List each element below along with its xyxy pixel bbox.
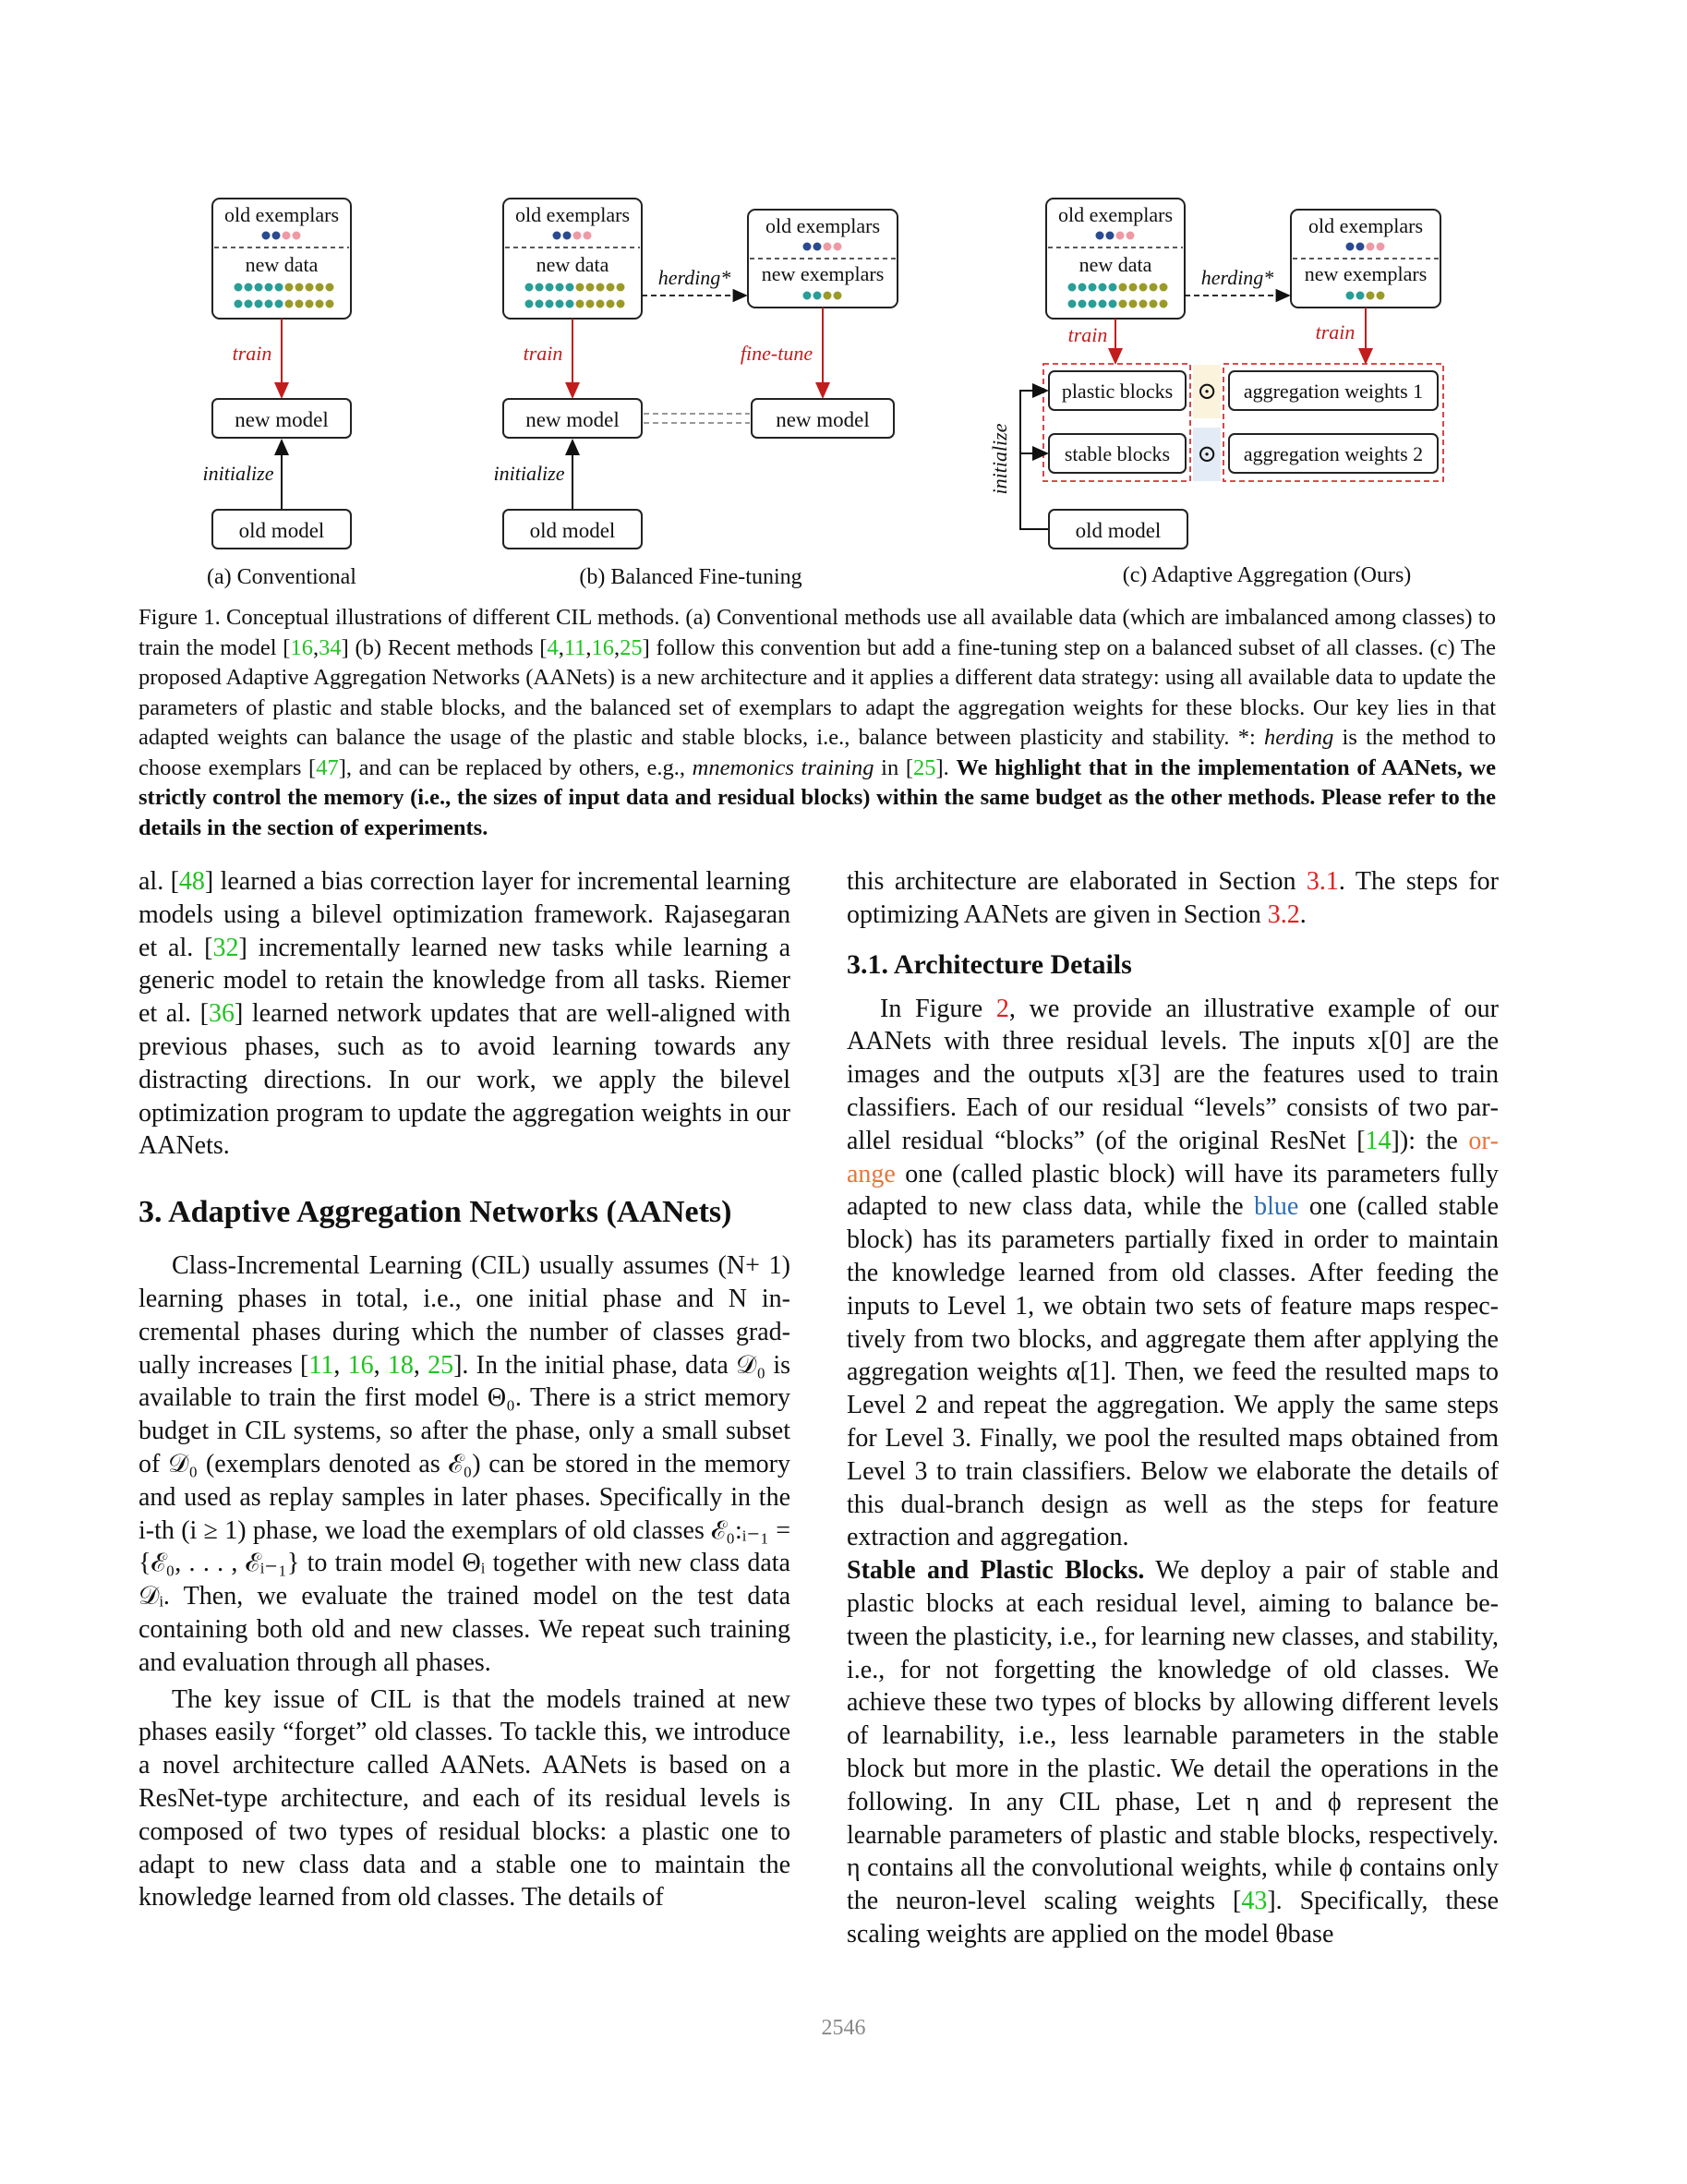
train-label: train (232, 342, 272, 365)
caption-text: ], and can be replaced by others, e.g., (338, 754, 693, 780)
aggregation-weights-1-label: aggregation weights 1 (1243, 380, 1424, 403)
old-model-label: old model (529, 519, 616, 542)
paragraph (847, 1554, 1499, 1951)
text: ] learned network updates that are well-aligned with previous phases, such as to avoid learning towards any distracting directions. In our work, we apply the bilevel optimization program to update the aggregation weights in our AANets. (139, 999, 790, 1161)
panel-a (203, 199, 357, 589)
citation[interactable]: 11 (308, 1350, 334, 1380)
section-heading: 3. Adaptive Aggregation Networks (AANets) (139, 1195, 732, 1230)
panel-c (988, 199, 1443, 587)
citation[interactable]: 11 (563, 634, 586, 660)
citation[interactable]: 36 (208, 999, 235, 1029)
citation[interactable]: 16 (591, 634, 615, 660)
citation[interactable]: 32 (212, 933, 239, 962)
initialize-label: initialize (493, 462, 565, 485)
citation[interactable]: 43 (1241, 1887, 1268, 1916)
right-column (847, 865, 1499, 1951)
citation[interactable]: 48 (178, 867, 205, 896)
text: ]. Specifically, these scaling weights are applied on the model θbase (847, 1887, 1500, 1949)
old-exemplar-dots (553, 232, 592, 240)
citation[interactable]: 4 (547, 634, 559, 660)
initialize-bracket (1020, 391, 1049, 529)
old-exemplars-label: old exemplars (223, 203, 340, 226)
train-label-2: train (1315, 320, 1356, 344)
odot-icon: ⊙ (1197, 378, 1217, 404)
text: Class-Incremental Learning (CIL) usually assumes (N+ 1) learning phases in total, i.e., one initial phase and N incremental phases during which the number of classes gradually increases [ (139, 1251, 790, 1380)
citation[interactable]: 16 (290, 634, 313, 660)
paragraph (847, 865, 1499, 932)
paragraph-title: Stable and Plastic Blocks. (847, 1556, 1145, 1586)
old-exemplars-label: old exemplars (514, 203, 631, 226)
figure-ref[interactable]: 2 (995, 994, 1009, 1023)
initialize-label: initialize (202, 462, 274, 485)
new-data-label: new data (1078, 253, 1152, 276)
text: one (called stable block) has its parameters partially fixed in order to maintain the knowledge learned from old classes. After feeding the inputs to Level 1, we obtain two sets of feature maps respectively from two blocks, and aggregate them after applying the aggregation weights α[1]. Then, we feed the resulted maps to Level 2 and repeat the aggregation. We apply the same steps for Level 3. Finally, we pool the resulted maps obtained from Level 3 to train classifiers. Below we elaborate the details of this dual-branch design as well as the steps for feature extraction and aggregation. (847, 1192, 1500, 1552)
caption-text: is the method to choose exemplars [ (139, 725, 1496, 780)
new-exemplar-dots (803, 292, 842, 300)
citation[interactable]: 25 (620, 634, 643, 660)
old-exemplars-label-2: old exemplars (765, 214, 881, 237)
train-label: train (523, 342, 563, 365)
stable-blocks-label: stable blocks (1064, 442, 1171, 465)
figure-1 (0, 0, 1687, 600)
citation[interactable]: 34 (319, 634, 342, 660)
text: , we provide an illustrative example of our AANets with three residual levels. The inputs x[0] are the images and the outputs x[3] are the features used to train classifiers. Each of our residual “levels” consists of two parallel residual “blocks” (of the original ResNet [ (847, 994, 1499, 1155)
new-exemplars-label: new exemplars (1304, 262, 1428, 285)
new-model-label-2: new model (776, 408, 870, 431)
caption-text: Figure 1. Conceptual illustrations of different CIL methods. (a) Conventional methods use all available data (which are imbalanced among classes) to train the model [ (139, 605, 1496, 660)
old-exemplars-label: old exemplars (1057, 203, 1174, 226)
caption-italic: herding (1264, 725, 1334, 750)
old-exemplar-dots-2 (1346, 243, 1385, 251)
caption-text: ] (b) Recent methods [ (341, 634, 548, 660)
new-model-label: new model (235, 408, 329, 431)
aggregation-weights-2-label: aggregation weights 2 (1243, 442, 1424, 465)
left-column (139, 865, 790, 1914)
new-data-dots (1068, 284, 1168, 308)
orange-word: orange (847, 1126, 1499, 1189)
new-exemplars-label: new exemplars (761, 262, 885, 285)
caption-text: ] follow this convention but add a fine-tuning step on a balanced subset of all classes. (c) The proposed Adaptive Aggregation Networks (AANets) is a new architecture and it applies a different data strategy: using all available data to update the parameters of plastic and stable blocks, and the balanced set of exemplars to adapt the aggregation weights for these blocks. Our key lies in that adapted weights can balance the usage of the plastic and stable blocks, i.e., balance between plasticity and stability. *: (139, 634, 1496, 750)
old-exemplar-dots (262, 232, 301, 240)
herding-label: herding* (1200, 266, 1274, 289)
new-model-label: new model (525, 408, 620, 431)
caption-text: in [ (874, 754, 914, 780)
old-model-label: old model (1075, 519, 1162, 542)
train-label: train (1067, 323, 1108, 346)
caption-italic: mnemonics training (692, 754, 874, 780)
text: ]): the (1391, 1126, 1469, 1155)
citation[interactable]: 16 (347, 1350, 374, 1380)
caption-text: ]. (935, 754, 949, 780)
text: We deploy a pair of stable and plastic blocks at each residual level, aiming to balance between the plasticity, i.e., for learning new classes, and stability, i.e., for not forgetting the knowledge of old classes. We achieve these two types of blocks by allowing different levels of learnability, i.e., less learnable parameters in the stable block but more in the plastic. We detail the operations in the following. In any CIL phase, Let η and ϕ represent the learnable parameters of plastic and stable blocks, respectively. η contains all the convolutional weights, while ϕ contains only the neuron-level scaling weights [ (847, 1556, 1499, 1916)
text: one (called plastic block) will have its parameters fully adapted to new class data, while the (847, 1159, 1499, 1222)
plastic-blocks-label: plastic blocks (1061, 380, 1174, 403)
paragraph (847, 993, 1499, 1555)
new-exemplar-dots (1346, 292, 1385, 300)
paragraph (139, 865, 790, 1163)
old-exemplar-dots-2 (803, 243, 842, 251)
text: ]. In the initial phase, data 𝒟₀ is available to train the first model Θ₀. There is a strict memory budget in CIL systems, so after the phase, only a small subset of 𝒟₀ (exemplars denoted as ℰ₀) can be stored in the memory and used as replay samples in later phases. Specifically in the i-th (i ≥ 1) phase, we load the exemplars of old classes ℰ₀:ᵢ₋₁ = {ℰ₀, . . . , ℰᵢ₋₁} to train model Θᵢ together with new class data 𝒟ᵢ. Then, we evaluate the trained model on the test data containing both old and new classes. We repeat such training and evaluation through all phases. (139, 1350, 791, 1677)
new-data-dots (235, 284, 334, 308)
citation[interactable]: 14 (1365, 1126, 1392, 1155)
sublabel-a: (a) Conventional (207, 565, 356, 589)
old-exemplars-label-2: old exemplars (1307, 214, 1424, 237)
new-data-label: new data (245, 253, 319, 276)
citation[interactable]: 25 (428, 1350, 454, 1380)
new-data-label: new data (536, 253, 609, 276)
panel-b (494, 199, 898, 589)
subsection-heading: 3.1. Architecture Details (847, 948, 1132, 980)
blue-word: blue (1254, 1192, 1299, 1222)
figure-caption: Figure 1. Conceptual illustrations of different CIL methods. (a) Conventional methods use all available data (which are imbalanced among classes) to train the model [16,34] (b) Recent methods [4,11,16,25] follow this convention but add a fine-tuning step on a balanced subset of all classes. (c) The proposed Adaptive Aggregation Networks (AANets) is a new architecture and it applies a different data strategy: using all available data to update the parameters of plastic and stable blocks, and the balanced set of exemplars to adapt the aggregation weights for these blocks. Our key lies in that adapted weights can balance the usage of the plastic and stable blocks, i.e., balance between plasticity and stability. *: herding is the method to choose exemplars [47], and can be replaced by others, e.g., mnemonics training in [25]. We highlight that in the implementation of AANets, we strictly control the memory (i.e., the sizes of input data and residual blocks) within the same budget as the other methods. Please refer to the details in the section of experiments. (139, 605, 1497, 840)
page-number: 2546 (821, 2016, 866, 2040)
citation[interactable]: 47 (316, 754, 339, 780)
paragraph: The key issue of CIL is that the models trained at new phases easily “forget” old classes. To tackle this, we introduce a novel architecture called AANets. AANets is based on a ResNet-type architecture, and each of its residual levels is composed of two types of residual blocks: a plastic one to adapt to new class data and a stable one to maintain the knowledge learned from old classes. The details of (139, 1684, 790, 1913)
citation[interactable]: 18 (387, 1350, 414, 1380)
text: . The steps for optimizing AANets are given in Section (847, 867, 1499, 929)
new-data-dots (525, 284, 625, 308)
text: this architecture are elaborated in Section (847, 867, 1307, 896)
sublabel-c: (c) Adaptive Aggregation (Ours) (1122, 563, 1412, 587)
sublabel-b: (b) Balanced Fine-tuning (579, 565, 802, 589)
text: In Figure (880, 994, 996, 1023)
old-model-label: old model (238, 519, 325, 542)
caption-bold: We highlight that in the implementation of AANets, we strictly control the memory (i.e., the sizes of input data and residual blocks) within the same budget as the other methods. Please refer to the details in the section of experiments. (139, 754, 1497, 840)
herding-label: herding* (657, 266, 731, 289)
text: . (1299, 899, 1307, 929)
odot-icon: ⊙ (1197, 440, 1217, 467)
section-ref[interactable]: 3.1 (1306, 867, 1339, 896)
text: ] incrementally learned new tasks while learning a generic model to retain the knowledge from all tasks. Riemer et al. [ (139, 933, 790, 1029)
finetune-label: fine-tune (740, 342, 813, 365)
old-exemplar-dots (1096, 232, 1135, 240)
citation[interactable]: 25 (913, 754, 936, 780)
text: al. [ (139, 867, 179, 896)
section-ref[interactable]: 3.2 (1267, 899, 1300, 929)
paragraph: Class-Incremental Learning (CIL) usually assumes (N+ 1) learning phases in total, i.e., one initial phase and N incremental phases during which the number of classes gradually increases [11, 16, 18, 25]. In the initial phase, data 𝒟₀ is available to train the first model Θ₀. There is a strict memory budget in CIL systems, so after the phase, only a small subset of 𝒟₀ (exemplars denoted as ℰ₀) can be stored in the memory and used as replay samples in later phases. Specifically in the i-th (i ≥ 1) phase, we load the exemplars of old classes ℰ₀:ᵢ₋₁ = {ℰ₀, . . . , ℰᵢ₋₁} to train model Θᵢ together with new class data 𝒟ᵢ. Then, we evaluate the trained model on the test data containing both old and new classes. We repeat such training and evaluation through all phases. (139, 1251, 791, 1677)
text: ] learned a bias correction layer for incremental learning models using a bilevel optimization framework. Rajasegaran et al. [ (139, 867, 790, 962)
initialize-label: initialize (988, 423, 1011, 495)
